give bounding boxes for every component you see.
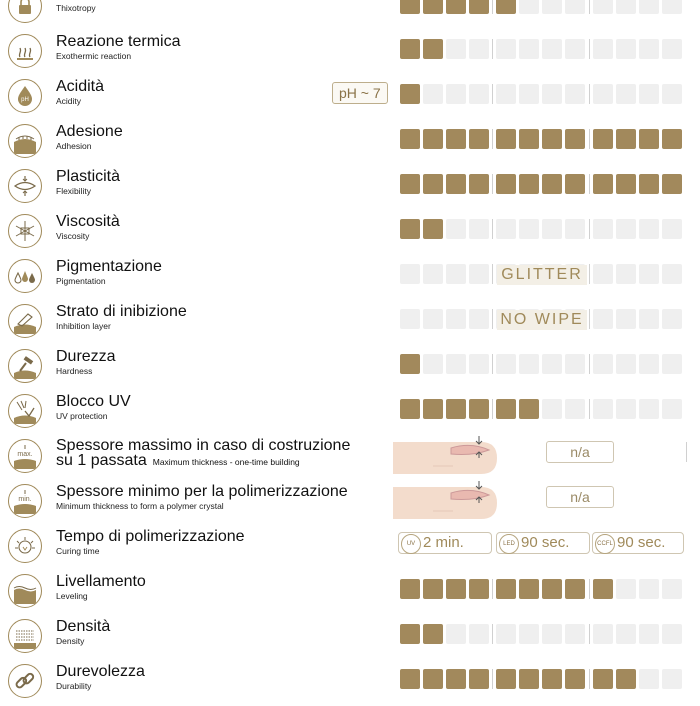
level-square-filled — [400, 39, 420, 59]
spec-subtitle: Pigmentation — [56, 276, 106, 286]
level-square-filled — [469, 399, 489, 419]
level-separator — [589, 669, 590, 689]
level-separator — [589, 579, 590, 599]
level-square-filled — [639, 129, 659, 149]
level-square-empty — [662, 669, 682, 689]
level-square-empty — [542, 39, 562, 59]
level-square-empty — [593, 219, 613, 239]
heat-waves-icon — [8, 34, 42, 68]
level-square-filled — [593, 669, 613, 689]
spec-subtitle: Adhesion — [56, 141, 92, 151]
level-square-empty — [593, 354, 613, 374]
level-square-filled — [469, 0, 489, 14]
level-square-filled — [519, 129, 539, 149]
spec-title: Pigmentazione — [56, 258, 162, 275]
level-square-filled — [423, 0, 443, 14]
level-square-filled — [519, 399, 539, 419]
level-square-empty — [616, 219, 636, 239]
level-separator — [589, 624, 590, 644]
level-square-empty — [565, 84, 585, 104]
spec-subtitle: Leveling — [56, 591, 88, 601]
level-square-filled — [496, 579, 516, 599]
level-square-filled — [593, 174, 613, 194]
hammer-icon — [8, 349, 42, 383]
level-square-empty — [542, 219, 562, 239]
level-square-filled — [519, 579, 539, 599]
level-separator — [492, 129, 493, 149]
level-word-label: NO WIPE — [497, 310, 587, 330]
spec-subtitle: Hardness — [56, 366, 93, 376]
level-square-empty — [662, 399, 682, 419]
viscosity-icon — [8, 214, 42, 248]
level-square-empty — [400, 264, 420, 284]
level-square-empty — [446, 39, 466, 59]
curing-time-value: 90 sec. — [521, 534, 570, 551]
level-square-filled — [639, 174, 659, 194]
spec-title: Livellamento — [56, 573, 146, 590]
level-square-empty — [639, 624, 659, 644]
spec-subtitle: Thixotropy — [56, 3, 96, 13]
level-word-label: GLITTER — [497, 265, 587, 285]
level-square-empty — [446, 354, 466, 374]
spec-title-line-1: Spessore massimo in caso di costruzione — [56, 437, 351, 454]
level-square-filled — [496, 669, 516, 689]
level-square-empty — [469, 354, 489, 374]
level-square-empty — [519, 219, 539, 239]
spec-title: Durevolezza — [56, 663, 145, 680]
curing-time-led — [496, 532, 590, 554]
spec-row — [0, 121, 700, 166]
na-value-box: n/a — [546, 441, 614, 463]
level-square-filled — [400, 354, 420, 374]
level-square-empty — [662, 354, 682, 374]
level-square-filled — [400, 219, 420, 239]
level-separator — [492, 354, 493, 374]
spec-row — [0, 0, 700, 31]
level-square-filled — [469, 129, 489, 149]
level-square-empty — [593, 39, 613, 59]
level-square-empty — [469, 309, 489, 329]
level-square-filled — [469, 174, 489, 194]
level-separator — [492, 174, 493, 194]
level-square-filled — [542, 129, 562, 149]
level-separator — [492, 579, 493, 599]
spec-row — [0, 301, 700, 346]
level-square-filled — [565, 579, 585, 599]
level-square-filled — [496, 0, 516, 14]
level-square-empty — [616, 579, 636, 599]
level-separator — [492, 624, 493, 644]
level-square-empty — [519, 0, 539, 14]
level-square-empty — [593, 309, 613, 329]
level-square-empty — [616, 39, 636, 59]
level-separator — [589, 399, 590, 419]
level-separator — [492, 84, 493, 104]
level-square-empty — [662, 624, 682, 644]
curing-lamp-tag: LED — [499, 534, 519, 554]
level-square-empty — [639, 39, 659, 59]
level-square-empty — [496, 39, 516, 59]
level-square-filled — [400, 129, 420, 149]
level-square-filled — [423, 129, 443, 149]
level-square-empty — [542, 624, 562, 644]
spec-subtitle: Durability — [56, 681, 92, 691]
spec-row — [0, 616, 700, 661]
uv-shield-icon — [8, 394, 42, 428]
level-square-empty — [639, 0, 659, 14]
level-square-empty — [542, 399, 562, 419]
level-square-empty — [519, 84, 539, 104]
finger-nail-illustration — [393, 436, 503, 476]
level-square-filled — [400, 579, 420, 599]
level-square-empty — [662, 219, 682, 239]
level-square-filled — [400, 399, 420, 419]
level-square-empty — [469, 219, 489, 239]
level-square-empty — [542, 354, 562, 374]
level-square-filled — [565, 174, 585, 194]
spec-title: Viscosità — [56, 213, 120, 230]
svg-text:pH: pH — [21, 97, 29, 103]
adhesion-icon — [8, 124, 42, 158]
spec-title: Tempo di polimerizzazione — [56, 528, 245, 545]
level-separator — [492, 39, 493, 59]
level-square-filled — [423, 579, 443, 599]
level-separator — [589, 84, 590, 104]
level-separator — [589, 174, 590, 194]
spec-title: Spessore minimo per la polimerizzazione — [56, 483, 348, 500]
level-square-empty — [662, 39, 682, 59]
level-square-filled — [423, 39, 443, 59]
level-square-filled — [400, 624, 420, 644]
spec-subtitle: Minimum thickness to form a polymer crystal — [56, 501, 224, 511]
level-square-empty — [496, 219, 516, 239]
spec-row — [0, 256, 700, 301]
level-square-filled — [400, 0, 420, 14]
level-square-filled — [565, 129, 585, 149]
level-square-filled — [616, 669, 636, 689]
leveling-icon — [8, 574, 42, 608]
level-square-empty — [469, 84, 489, 104]
ph-drop-icon — [8, 79, 42, 113]
level-square-empty — [565, 39, 585, 59]
separator-line — [686, 442, 687, 462]
level-square-empty — [616, 399, 636, 419]
level-separator — [589, 354, 590, 374]
level-square-empty — [519, 624, 539, 644]
spec-title: Acidità — [56, 78, 105, 95]
level-separator — [492, 0, 493, 14]
level-separator — [492, 399, 493, 419]
level-square-empty — [593, 84, 613, 104]
spec-row — [0, 661, 700, 706]
level-square-empty — [519, 354, 539, 374]
level-square-empty — [565, 399, 585, 419]
na-value-box: n/a — [546, 486, 614, 508]
level-square-filled — [519, 669, 539, 689]
level-square-empty — [565, 219, 585, 239]
level-square-empty — [446, 309, 466, 329]
level-square-filled — [446, 399, 466, 419]
level-square-empty — [496, 84, 516, 104]
curing-time-value: 90 sec. — [617, 534, 666, 551]
level-square-filled — [446, 174, 466, 194]
level-square-empty — [639, 264, 659, 284]
level-square-empty — [639, 579, 659, 599]
level-square-filled — [469, 579, 489, 599]
spec-title: Durezza — [56, 348, 116, 365]
level-separator — [492, 309, 493, 329]
level-square-empty — [469, 264, 489, 284]
level-square-empty — [616, 0, 636, 14]
lamp-icon — [8, 529, 42, 563]
level-square-empty — [639, 219, 659, 239]
level-square-empty — [423, 264, 443, 284]
level-square-filled — [496, 174, 516, 194]
level-square-filled — [400, 174, 420, 194]
level-square-empty — [542, 84, 562, 104]
level-square-empty — [519, 39, 539, 59]
level-square-filled — [400, 84, 420, 104]
level-separator — [589, 219, 590, 239]
level-square-empty — [400, 309, 420, 329]
level-square-filled — [423, 624, 443, 644]
level-square-filled — [519, 174, 539, 194]
level-square-empty — [639, 669, 659, 689]
curing-time-uv — [398, 532, 492, 554]
level-square-empty — [616, 84, 636, 104]
level-separator — [589, 309, 590, 329]
level-square-empty — [446, 84, 466, 104]
level-square-empty — [662, 579, 682, 599]
level-square-empty — [639, 84, 659, 104]
level-square-filled — [496, 129, 516, 149]
spec-row — [0, 166, 700, 211]
curing-time-ccfl — [592, 532, 684, 554]
ph-value-badge: pH ~ 7 — [332, 82, 388, 104]
level-square-empty — [496, 624, 516, 644]
level-square-empty — [423, 84, 443, 104]
level-square-empty — [446, 219, 466, 239]
level-square-empty — [639, 309, 659, 329]
spec-row — [0, 436, 700, 481]
padlock-icon — [8, 0, 42, 23]
spec-title: Strato di inibizione — [56, 303, 187, 320]
spec-subtitle: Acidity — [56, 96, 82, 106]
level-square-filled — [423, 399, 443, 419]
wipe-icon — [8, 304, 42, 338]
level-square-empty — [593, 0, 613, 14]
level-square-empty — [662, 264, 682, 284]
curing-lamp-tag: CCFL — [595, 534, 615, 554]
level-square-filled — [423, 219, 443, 239]
level-square-filled — [469, 669, 489, 689]
level-square-empty — [565, 624, 585, 644]
level-square-filled — [542, 579, 562, 599]
spec-subtitle: UV protection — [56, 411, 108, 421]
spec-title: Plasticità — [56, 168, 121, 185]
level-square-filled — [542, 174, 562, 194]
svg-text:max.: max. — [17, 451, 33, 458]
curing-time-value: 2 min. — [423, 534, 464, 551]
level-square-filled — [446, 129, 466, 149]
spec-subtitle: Viscosity — [56, 231, 90, 241]
level-square-empty — [593, 399, 613, 419]
spec-row — [0, 76, 700, 121]
spec-title: Blocco UV — [56, 393, 131, 410]
spec-subtitle: Density — [56, 636, 85, 646]
level-separator — [589, 264, 590, 284]
level-square-filled — [446, 579, 466, 599]
level-separator — [492, 669, 493, 689]
level-square-filled — [423, 174, 443, 194]
level-square-filled — [542, 669, 562, 689]
max-thickness-icon — [8, 439, 42, 473]
level-square-empty — [565, 0, 585, 14]
level-separator — [492, 219, 493, 239]
finger-nail-illustration — [393, 481, 503, 521]
level-square-empty — [593, 624, 613, 644]
spec-subtitle: Inhibition layer — [56, 321, 111, 331]
spec-row — [0, 481, 700, 526]
spec-row — [0, 31, 700, 76]
level-square-empty — [496, 354, 516, 374]
spec-row — [0, 526, 700, 571]
level-square-filled — [593, 129, 613, 149]
level-square-empty — [423, 309, 443, 329]
level-square-empty — [469, 39, 489, 59]
level-square-empty — [446, 624, 466, 644]
level-square-filled — [565, 669, 585, 689]
spec-row — [0, 346, 700, 391]
curing-lamp-tag: UV — [401, 534, 421, 554]
level-separator — [492, 264, 493, 284]
level-separator — [589, 129, 590, 149]
level-square-empty — [662, 0, 682, 14]
level-square-empty — [542, 0, 562, 14]
spec-title-line-2: su 1 passata — [56, 452, 147, 469]
level-square-empty — [423, 354, 443, 374]
level-square-empty — [639, 399, 659, 419]
spec-title — [56, 438, 350, 470]
density-icon — [8, 619, 42, 653]
level-square-empty — [662, 309, 682, 329]
level-separator — [589, 0, 590, 14]
level-square-filled — [446, 669, 466, 689]
level-square-empty — [616, 309, 636, 329]
level-square-filled — [616, 174, 636, 194]
level-square-filled — [446, 0, 466, 14]
level-square-filled — [616, 129, 636, 149]
svg-text:min.: min. — [18, 496, 32, 503]
level-square-empty — [469, 624, 489, 644]
level-square-filled — [662, 174, 682, 194]
level-square-empty — [565, 354, 585, 374]
spec-subtitle: Exothermic reaction — [56, 51, 132, 61]
level-separator — [589, 39, 590, 59]
level-square-filled — [593, 579, 613, 599]
spec-row — [0, 571, 700, 616]
spec-title: Adesione — [56, 123, 123, 140]
level-square-empty — [616, 354, 636, 374]
level-square-filled — [496, 399, 516, 419]
level-square-empty — [446, 264, 466, 284]
level-square-filled — [423, 669, 443, 689]
flexibility-icon — [8, 169, 42, 203]
spec-subtitle: Curing time — [56, 546, 100, 556]
level-square-empty — [593, 264, 613, 284]
spec-title: Reazione termica — [56, 33, 181, 50]
level-square-empty — [616, 264, 636, 284]
level-square-filled — [400, 669, 420, 689]
level-square-empty — [616, 624, 636, 644]
spec-title: Densità — [56, 618, 111, 635]
spec-row — [0, 211, 700, 256]
min-thickness-icon — [8, 484, 42, 518]
spec-row — [0, 391, 700, 436]
level-square-filled — [662, 129, 682, 149]
chain-link-icon — [8, 664, 42, 698]
spec-subtitle: Flexibility — [56, 186, 91, 196]
spec-subtitle: Maximum thickness - one-time building — [152, 457, 300, 467]
level-square-empty — [639, 354, 659, 374]
level-square-empty — [662, 84, 682, 104]
pigment-drops-icon — [8, 259, 42, 293]
